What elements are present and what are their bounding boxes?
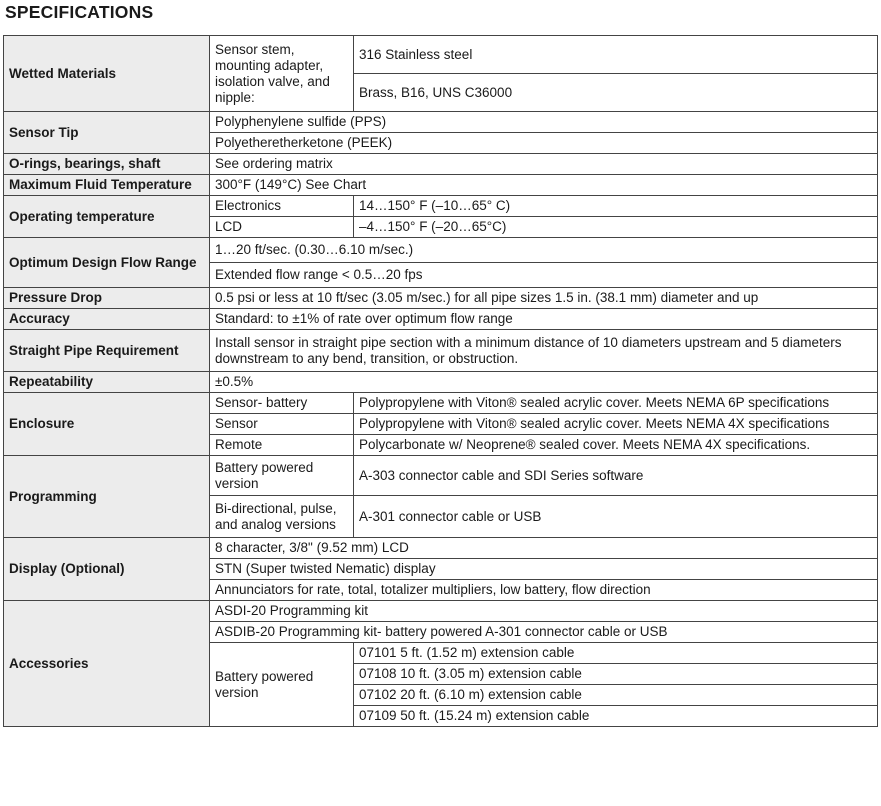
value-cell: 316 Stainless steel	[354, 36, 878, 74]
row-label-max-fluid-temperature: Maximum Fluid Temperature	[4, 175, 210, 196]
table-row	[4, 154, 878, 175]
specifications-table	[3, 35, 878, 727]
page-heading: SPECIFICATIONS	[5, 2, 154, 22]
row-label-display: Display (Optional)	[4, 538, 210, 601]
sub-label-battery-powered: Battery powered version	[210, 456, 354, 496]
value-cell: ±0.5%	[210, 372, 878, 393]
table-row	[4, 36, 878, 74]
value-cell: A-301 connector cable or USB	[354, 496, 878, 538]
row-label-operating-temperature: Operating temperature	[4, 196, 210, 238]
value-cell: Annunciators for rate, total, totalizer multipliers, low battery, flow direction	[210, 580, 878, 601]
value-cell: –4…150° F (–20…65°C)	[354, 217, 878, 238]
sub-label-electronics: Electronics	[210, 196, 354, 217]
value-cell: Polyetheretherketone (PEEK)	[210, 133, 878, 154]
value-cell: See ordering matrix	[210, 154, 878, 175]
table-row	[4, 309, 878, 330]
value-cell: Polycarbonate w/ Neoprene® sealed cover. Meets NEMA 4X specifications.	[354, 435, 878, 456]
value-cell: 0.5 psi or less at 10 ft/sec (3.05 m/sec.) for all pipe sizes 1.5 in. (38.1 mm) diameter and up	[210, 288, 878, 309]
value-cell: ASDI-20 Programming kit	[210, 601, 878, 622]
row-label-repeatability: Repeatability	[4, 372, 210, 393]
table-row	[4, 112, 878, 133]
value-cell: Brass, B16, UNS C36000	[354, 74, 878, 112]
value-cell: A-303 connector cable and SDI Series software	[354, 456, 878, 496]
row-label-sensor-tip: Sensor Tip	[4, 112, 210, 154]
table-row	[4, 456, 878, 496]
value-cell: 07102 20 ft. (6.10 m) extension cable	[354, 685, 878, 706]
value-cell: 8 character, 3/8" (9.52 mm) LCD	[210, 538, 878, 559]
value-cell: Extended flow range < 0.5…20 fps	[210, 263, 878, 288]
value-cell: 07108 10 ft. (3.05 m) extension cable	[354, 664, 878, 685]
row-label-accuracy: Accuracy	[4, 309, 210, 330]
row-label-enclosure: Enclosure	[4, 393, 210, 456]
sub-label-remote: Remote	[210, 435, 354, 456]
table-row	[4, 393, 878, 414]
value-cell: Polypropylene with Viton® sealed acrylic cover. Meets NEMA 4X specifications	[354, 414, 878, 435]
sub-label-lcd: LCD	[210, 217, 354, 238]
value-cell: 300°F (149°C) See Chart	[210, 175, 878, 196]
value-cell: ASDIB-20 Programming kit- battery powered A-301 connector cable or USB	[210, 622, 878, 643]
table-row	[4, 238, 878, 263]
row-label-orings: O-rings, bearings, shaft	[4, 154, 210, 175]
sub-label-wetted-parts: Sensor stem, mounting adapter, isolation valve, and nipple:	[210, 36, 354, 112]
table-row	[4, 330, 878, 372]
sub-label-sensor-battery: Sensor- battery	[210, 393, 354, 414]
sub-label-bidirectional: Bi-directional, pulse, and analog versions	[210, 496, 354, 538]
value-cell: STN (Super twisted Nematic) display	[210, 559, 878, 580]
row-label-programming: Programming	[4, 456, 210, 538]
sub-label-sensor: Sensor	[210, 414, 354, 435]
value-cell: Polyphenylene sulfide (PPS)	[210, 112, 878, 133]
value-cell: 14…150° F (–10…65° C)	[354, 196, 878, 217]
value-cell: 07109 50 ft. (15.24 m) extension cable	[354, 706, 878, 727]
table-row	[4, 372, 878, 393]
table-row	[4, 538, 878, 559]
row-label-straight-pipe: Straight Pipe Requirement	[4, 330, 210, 372]
table-row	[4, 288, 878, 309]
value-cell: Polypropylene with Viton® sealed acrylic cover. Meets NEMA 6P specifications	[354, 393, 878, 414]
value-cell: 07101 5 ft. (1.52 m) extension cable	[354, 643, 878, 664]
row-label-flow-range: Optimum Design Flow Range	[4, 238, 210, 288]
value-cell: 1…20 ft/sec. (0.30…6.10 m/sec.)	[210, 238, 878, 263]
table-row	[4, 175, 878, 196]
table-row	[4, 196, 878, 217]
table-row	[4, 601, 878, 622]
row-label-pressure-drop: Pressure Drop	[4, 288, 210, 309]
sub-label-battery-powered-version: Battery powered version	[210, 643, 354, 727]
row-label-wetted-materials: Wetted Materials	[4, 36, 210, 112]
value-cell: Install sensor in straight pipe section with a minimum distance of 10 diameters upstream and 5 diameters downstream to any bend, transition, or obstruction.	[210, 330, 878, 372]
value-cell: Standard: to ±1% of rate over optimum flow range	[210, 309, 878, 330]
row-label-accessories: Accessories	[4, 601, 210, 727]
